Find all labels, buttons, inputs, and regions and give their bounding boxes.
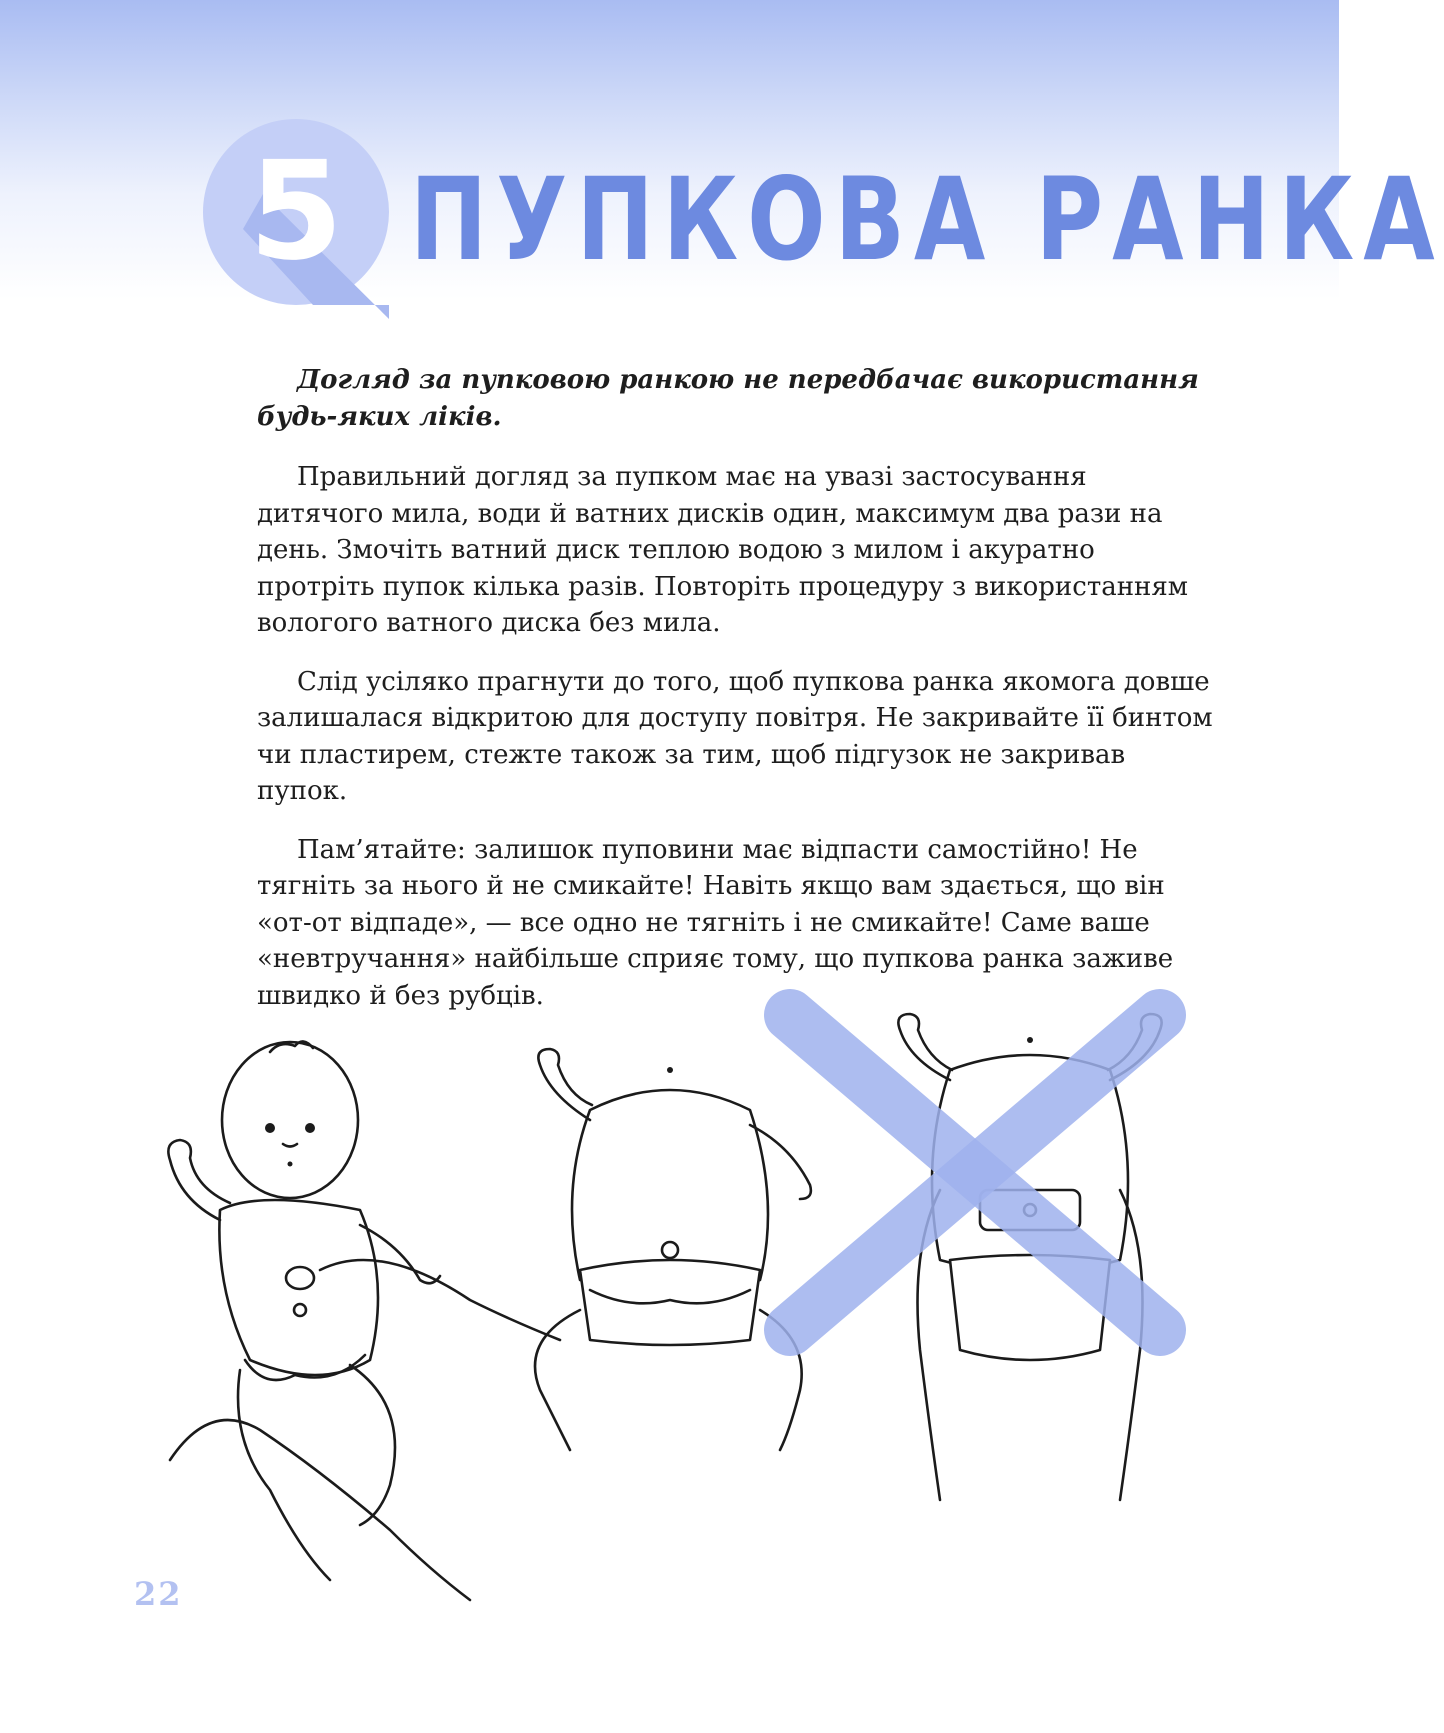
chapter-title: ПУПКОВА РАНКА: [410, 153, 1444, 286]
paragraph-do-not-pull: Пам’ятайте: залишок пуповини має відпасти самостійно! Не тягніть за нього й не смикайте! Навіть якщо вам здається, що він «от-от відпаде», — все одно не тягніть і не смикайте! Саме ваше «невтручання» найбільше сприяє тому, що пупкова ранка заживе швидко й без рубців.: [257, 834, 1174, 1011]
article-body: [257, 362, 1217, 1036]
chapter-number: 5: [248, 133, 344, 291]
chapter-number-badge: [203, 119, 389, 305]
paragraph-care-procedure: Правильний догляд за пупком має на увазі застосування дитячого мила, води й ватних дисків один, максимум два рази на день. Змочіть ватний диск теплою водою з милом і акуратно протріть пупок кілька разів. Повторіть процедуру з використанням вологого ватного диска без мила.: [257, 462, 1188, 638]
baby-diaper-illustration: [535, 1049, 811, 1450]
page-number: 22: [134, 1575, 183, 1613]
paragraph-keep-open: Слід усіляко прагнути до того, щоб пупкова ранка якомога довше залишалася відкритою для доступу повітря. Не закривайте її бинтом чи пластирем, стежте також за тим, щоб підгузок не закривав пупок.: [257, 666, 1213, 806]
baby-cleaning-illustration: [168, 1041, 560, 1600]
baby-plaster-illustration: [790, 1014, 1162, 1500]
illustrations: [150, 1040, 1270, 1620]
lead-paragraph: Догляд за пупковою ранкою не передбачає використання будь-яких ліків.: [257, 365, 1199, 432]
